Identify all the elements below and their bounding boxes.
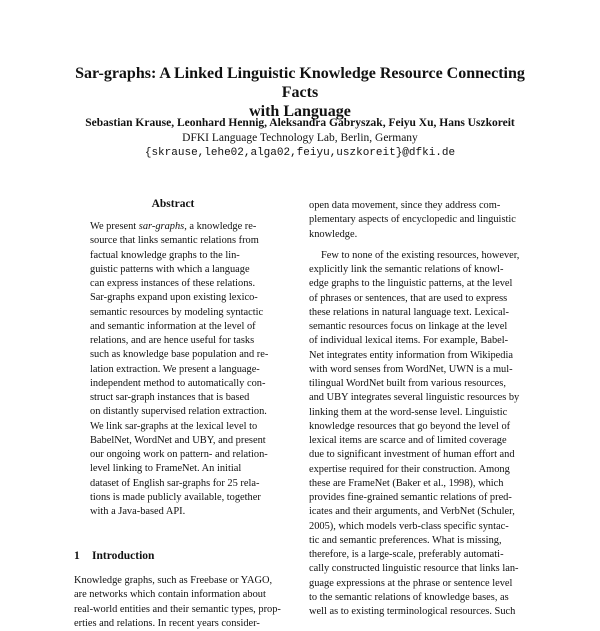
body-line: semantic resources focus on linkage at the level: [309, 321, 508, 332]
body-line: these are FrameNet (Baker et al., 1998), which: [309, 477, 504, 489]
abstract-line: dataset of English sar-graphs for 25 rela-: [90, 477, 260, 489]
body-line: well as to existing terminological resources. Such: [309, 606, 516, 617]
abstract-line: We link sar-graphs at the lexical level to: [90, 420, 258, 432]
abstract-line: tions is made publicly available, together: [90, 491, 261, 503]
body-line: icates and their arguments, and VerbNet (Schuler,: [309, 506, 515, 518]
abstract-line: and semantic information at the level of: [90, 320, 256, 332]
section-number: 1: [74, 550, 80, 562]
abstract-line: guistic patterns with which a language: [90, 263, 250, 275]
intro-line: real-world entities and their semantic types, prop-: [74, 603, 281, 615]
title-line: with Language: [249, 103, 351, 120]
body-line: plementary aspects of encyclopedic and linguistic: [309, 214, 516, 226]
abstract-line: source that links semantic relations from: [90, 235, 259, 247]
body-line: tilingual WordNet built from various resources,: [309, 378, 506, 389]
section-heading: [74, 550, 154, 562]
abstract-line: Sar-graphs expand upon existing lexico-: [90, 292, 258, 304]
body-line: these relations in natural language text. Lexical-: [309, 306, 509, 318]
body-line: with word senses from WordNet, UWN is a mul-: [309, 363, 513, 375]
abstract-line: lation extraction. We present a language-: [90, 363, 260, 375]
body-line: knowledge resources that go beyond the level of: [309, 420, 511, 432]
body-line: Few to none of the existing resources, however,: [321, 249, 520, 261]
paper-title: [60, 64, 540, 121]
body-line: therefore, is a large-scale, preferably automati-: [309, 549, 504, 560]
body-line: and UBY integrates several linguistic resources by: [309, 392, 520, 404]
body-line: guage expressions at the phrase or sentence level: [309, 577, 513, 589]
intro-line: Knowledge graphs, such as Freebase or YAGO,: [74, 575, 273, 586]
abstract-line: BabelNet, WordNet and UBY, and present: [90, 434, 266, 446]
affiliation: DFKI Language Technology Lab, Berlin, Germany: [182, 132, 418, 144]
title-line: Sar-graphs: A Linked Linguistic Knowledge Resource Connecting Facts: [75, 65, 525, 101]
body-line: 2005), which models verb-class specific syntac-: [309, 520, 509, 532]
body-line: explicitly link the semantic relations of knowl-: [309, 264, 504, 275]
body-line: lexical items are scarce and of limited coverage: [309, 435, 507, 446]
abstract-line: level linking to FrameNet. An initial: [90, 463, 242, 475]
body-line: due to significant investment of human effort and: [309, 449, 515, 461]
section-title: Introduction: [92, 550, 155, 562]
body-line: tic and semantic preferences. What is missing,: [309, 534, 502, 546]
body-line: linking them at the word-sense level. Linguistic: [309, 406, 508, 418]
abstract-line: semantic resources by modeling syntactic: [90, 306, 264, 318]
abstract-heading: Abstract: [151, 198, 195, 210]
intro-line: erties and relations. In recent years consider-: [74, 617, 260, 629]
author-list: Sebastian Krause, Leonhard Hennig, Aleksandra Gabryszak, Feiyu Xu, Hans Uszkoreit: [85, 117, 515, 129]
body-line: knowledge.: [309, 228, 358, 240]
body-line: of individual lexical items. For example, Babel-: [309, 335, 509, 347]
body-line: of phrases or sentences, that are used to express: [309, 292, 508, 304]
body-line: to the semantic relations of knowledge bases, as: [309, 591, 509, 603]
right-column: [309, 199, 537, 619]
body-line: open data movement, since they address com-: [309, 200, 501, 211]
abstract-line: relations, and are hence useful for tasks: [90, 335, 255, 346]
abstract-body: [90, 220, 269, 519]
intro-line: are networks which contain information about: [74, 589, 266, 601]
body-line: cally constructed linguistic resource that links lan-: [309, 563, 519, 575]
body-line: edge graphs to the linguistic patterns, at the level: [309, 278, 513, 290]
body-line: expertise required for their construction. Among: [309, 463, 510, 475]
abstract-line: [90, 220, 256, 234]
abstract-line: our ongoing work on pattern- and relation-: [90, 449, 268, 460]
abstract-line: independent method to automatically con-: [90, 377, 266, 389]
body-line: Net integrates entity information from Wikipedia: [309, 349, 513, 361]
introduction-body: [74, 574, 281, 631]
paragraph-gap: [309, 242, 537, 249]
body-line: provides fine-grained semantic relations of pred-: [309, 492, 512, 503]
abstract-line: on distantly supervised relation extraction.: [90, 406, 267, 418]
abstract-line: factual knowledge graphs to the lin-: [90, 249, 240, 261]
abstract-line: struct sar-graph instances that is based: [90, 392, 250, 403]
abstract-line: with a Java-based API.: [90, 506, 186, 517]
abstract-line: can express instances of these relations.: [90, 278, 256, 289]
emphasized-term: sar-graphs: [138, 221, 185, 232]
abstract-line-text: We present sar-graphs, a knowledge re-: [90, 221, 257, 232]
author-emails: {skrause,lehe02,alga02,feiyu,uszkoreit}@dfki.de: [144, 147, 456, 159]
abstract-line: such as knowledge base population and re-: [90, 349, 269, 361]
